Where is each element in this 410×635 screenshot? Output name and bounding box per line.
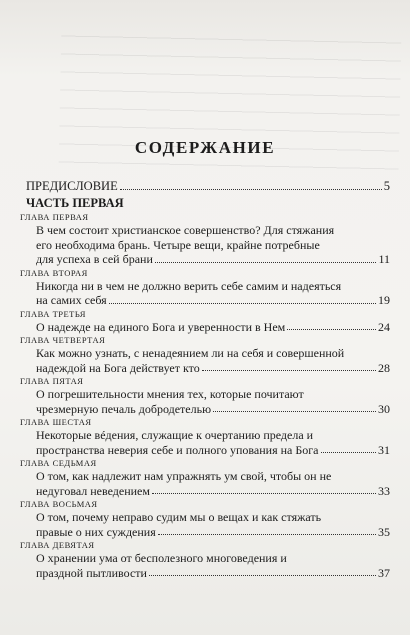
- toc-entry-text: недуговал неведением: [36, 483, 150, 498]
- leader-dots: [158, 534, 376, 535]
- toc-chapter: [18, 458, 390, 498]
- toc-entry-last-line: [36, 293, 390, 308]
- leader-dots: [109, 303, 376, 304]
- toc-entry-last-line: [36, 320, 390, 335]
- toc-entry[interactable]: [36, 223, 390, 267]
- toc-entry-line: О том, почему неправо судим мы о вещах и как стяжать: [36, 510, 322, 524]
- chapter-label: ГЛАВА ШЕСТАЯ: [20, 417, 92, 427]
- leader-dots: [155, 262, 377, 263]
- toc-page-number: 35: [378, 524, 390, 539]
- toc-entry-text: пространства неверия себе и полного упования на Бога: [36, 442, 319, 457]
- leader-dots: [120, 189, 382, 190]
- toc-entry-line: О погрешительности мнения тех, которые почитают: [36, 387, 304, 401]
- chapter-label: ГЛАВА ДЕВЯТАЯ: [20, 540, 95, 550]
- leader-dots: [202, 370, 376, 371]
- toc-entry-line: О хранении ума от бесполезного многоведения и: [36, 551, 287, 565]
- toc-chapter: [18, 540, 390, 580]
- toc-entry-text: надеждой на Бога действует кто: [36, 360, 200, 375]
- toc-page-number: 28: [378, 360, 390, 375]
- toc-entry-line: Некоторые вéдения, служащие к очертанию предела и: [36, 428, 314, 442]
- toc-chapter: [18, 309, 390, 335]
- chapter-label: ГЛАВА ПЕРВАЯ: [20, 212, 89, 222]
- chapter-label: ГЛАВА ПЯТАЯ: [20, 376, 84, 386]
- toc-entry-line: В чем состоит христианское совершенство? Для стяжания: [36, 223, 335, 237]
- toc-entry[interactable]: [36, 551, 390, 580]
- leader-dots: [287, 329, 376, 330]
- toc-page-number: 5: [383, 179, 390, 193]
- leader-dots: [213, 411, 376, 412]
- page-title: СОДЕРЖАНИЕ: [134, 138, 276, 157]
- toc-page-number: 19: [378, 293, 390, 307]
- toc-entry-text: чрезмерную печаль добродетелью: [36, 401, 212, 416]
- toc-chapter: [18, 212, 390, 267]
- chapter-list: [18, 212, 390, 580]
- toc-chapter: [18, 499, 390, 539]
- chapter-label: ГЛАВА ВОСЬМАЯ: [20, 499, 98, 509]
- toc-chapter: [18, 268, 390, 308]
- toc-entry-text: для успеха в сей брани: [36, 252, 153, 266]
- toc-page-number: 24: [378, 319, 390, 334]
- toc-chapter: [18, 417, 390, 457]
- leader-dots: [321, 452, 377, 453]
- toc-entry[interactable]: [36, 510, 390, 539]
- toc-entry-text: на самих себя: [36, 293, 107, 307]
- toc-entry[interactable]: [36, 469, 390, 498]
- toc-entry-last-line: [36, 484, 390, 499]
- toc-entry-last-line: [36, 402, 390, 417]
- toc-entry-text: правые о них суждения: [36, 524, 156, 539]
- toc-entry[interactable]: [36, 428, 390, 457]
- leader-dots: [149, 575, 376, 576]
- toc-chapter: [18, 376, 390, 416]
- toc-entry-text: О надежде на единого Бога и уверенности в Нем: [36, 319, 286, 334]
- toc-chapter: [18, 335, 390, 375]
- toc-entry[interactable]: [36, 279, 390, 308]
- toc-page-number: 30: [378, 401, 390, 416]
- leader-dots: [152, 493, 376, 494]
- toc-entry-preface[interactable]: [26, 174, 390, 194]
- chapter-label: ГЛАВА СЕДЬМАЯ: [20, 458, 97, 468]
- chapter-label: ГЛАВА ЧЕТВЕРТАЯ: [20, 335, 106, 345]
- toc-entry-line: О том, как надлежит нам упражнять ум свой, чтобы он не: [36, 469, 332, 483]
- toc-entry-last-line: [36, 361, 390, 376]
- toc-page-number: 11: [378, 252, 390, 266]
- toc-page-number: 31: [378, 442, 390, 457]
- chapter-label: ГЛАВА ВТОРАЯ: [20, 267, 88, 278]
- table-of-contents: [18, 174, 390, 580]
- toc-entry-line: Как можно узнать, с ненадеянием ли на себя и совершенной: [36, 346, 345, 360]
- toc-entry-last-line: [36, 443, 390, 458]
- toc-entry-text: ПРЕДИСЛОВИЕ: [26, 179, 118, 193]
- part-heading: ЧАСТЬ ПЕРВАЯ: [26, 196, 124, 210]
- toc-entry-line: его необходима брань. Четыре вещи, крайне потребные: [36, 237, 320, 252]
- toc-entry-last-line: [36, 252, 390, 267]
- toc-entry-text: праздной пытливости: [36, 565, 147, 580]
- toc-page-number: 37: [378, 565, 390, 580]
- toc-page-number: 33: [378, 483, 390, 498]
- toc-entry-last-line: [36, 566, 390, 581]
- toc-entry[interactable]: [36, 320, 390, 335]
- chapter-label: ГЛАВА ТРЕТЬЯ: [20, 308, 86, 319]
- toc-entry-line: Никогда ни в чем не должно верить себе самим и надеяться: [36, 278, 342, 293]
- toc-entry[interactable]: [36, 346, 390, 375]
- toc-entry[interactable]: [36, 387, 390, 416]
- toc-entry-last-line: [36, 525, 390, 540]
